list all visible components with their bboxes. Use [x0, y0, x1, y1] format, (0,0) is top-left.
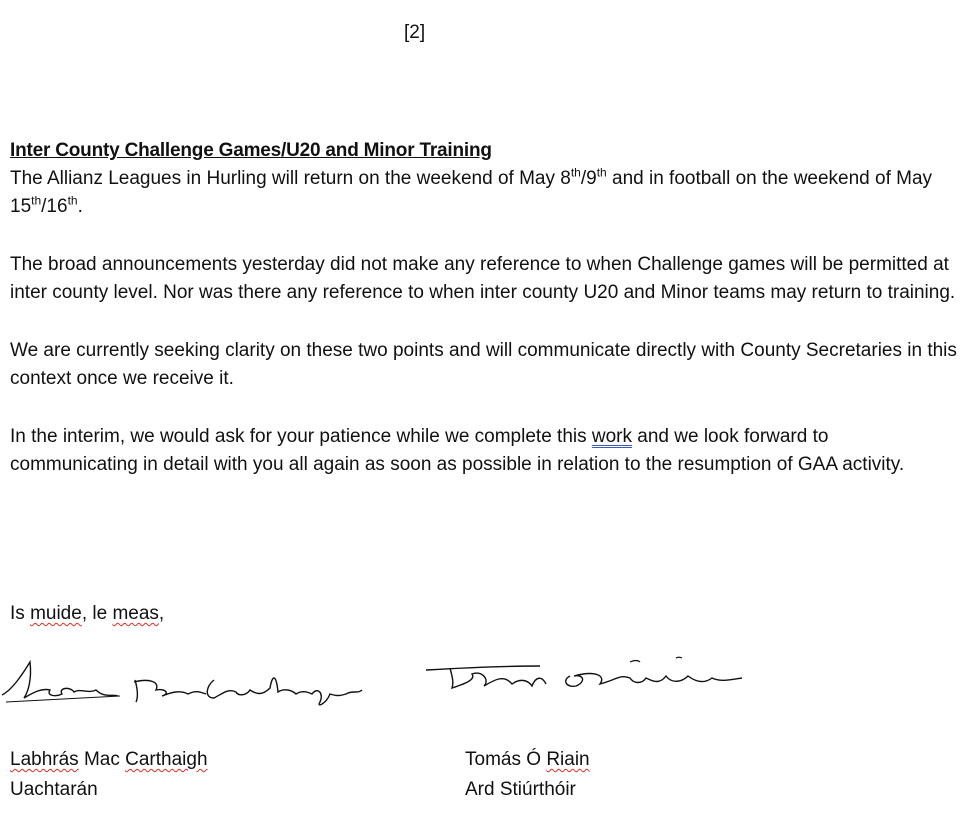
signatory-right-name: Tomás Ó Riain	[465, 749, 590, 770]
paragraph-announcements: The broad announcements yesterday did not make any reference to when Challenge games will be permitted at inter county level. Nor was there any reference to when inter county U20 and Minor teams may return to training.	[10, 254, 956, 303]
paragraph-interim: In the interim, we would ask for your patience while we complete this work and we look forward to communicating in detail with you all again as soon as possible in relation to the resumption of GAA activity.	[10, 426, 905, 475]
signatory-right-title: Ard Stiúrthóir	[465, 779, 576, 800]
closing-salutation: Is muide, le meas,	[10, 603, 165, 624]
signature-image-right	[420, 640, 760, 700]
signatory-left	[10, 745, 208, 805]
spell-flag-word[interactable]: muide	[30, 603, 82, 624]
spell-flag-word[interactable]: Carthaigh	[125, 749, 208, 770]
grammar-flag-word[interactable]: work	[591, 426, 633, 447]
paragraph-leagues: The Allianz Leagues in Hurling will return on the weekend of May 8th/9th and in football on the weekend of May 15th/16th.	[10, 165, 933, 217]
spell-flag-word[interactable]: Labhrás	[10, 749, 79, 770]
signature-image-left	[0, 650, 380, 720]
signatory-right	[465, 745, 590, 805]
page-number: [2]	[404, 22, 426, 43]
section-heading: Inter County Challenge Games/U20 and Minor Training	[10, 140, 492, 161]
spell-flag-word[interactable]: meas	[112, 603, 159, 624]
signatory-left-name: Labhrás Mac Carthaigh	[10, 749, 208, 770]
paragraph-clarity: We are currently seeking clarity on these two points and will communicate directly with County Secretaries in this context once we receive it.	[10, 340, 957, 389]
letter-body	[10, 137, 960, 509]
spell-flag-word[interactable]: Riain	[546, 749, 590, 770]
signatory-left-title: Uachtarán	[10, 779, 98, 800]
